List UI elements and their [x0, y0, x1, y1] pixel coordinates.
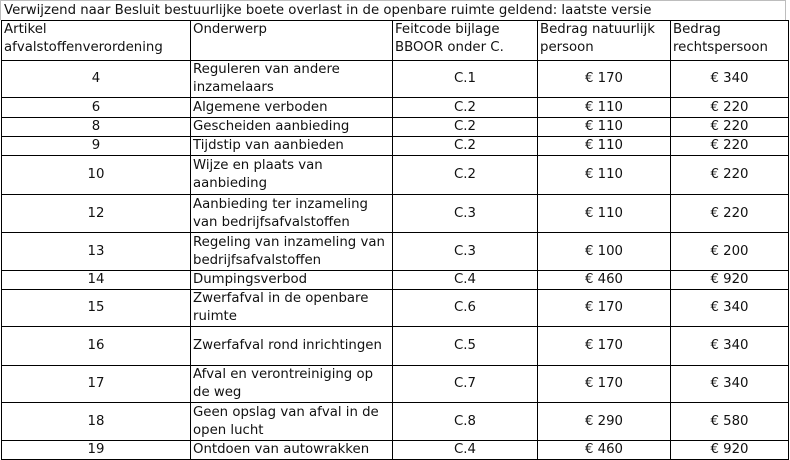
- cell-onderwerp: Tijdstip van aanbieden: [191, 137, 393, 156]
- table-row: [2, 327, 789, 366]
- cell-artikel: 8: [2, 118, 191, 137]
- cell-onderwerp: Gescheiden aanbieding: [191, 118, 393, 137]
- header-bedrag-natuurlijk: Bedrag natuurlijk persoon: [538, 21, 671, 61]
- cell-onderwerp: Dumpingsverbod: [191, 271, 393, 290]
- header-onderwerp: Onderwerp: [191, 21, 393, 61]
- cell-artikel: 4: [2, 61, 191, 98]
- cell-rechts: € 340: [671, 61, 789, 98]
- cell-rechts: € 340: [671, 366, 789, 403]
- table-row: [2, 403, 789, 441]
- cell-onderwerp: Algemene verboden: [191, 98, 393, 118]
- cell-natuurlijk: € 110: [538, 118, 671, 137]
- cell-onderwerp: Aanbieding ter inzameling van bedrijfsafvalstoffen: [191, 195, 393, 233]
- cell-natuurlijk: € 460: [538, 441, 671, 460]
- cell-rechts: € 920: [671, 441, 789, 460]
- cell-natuurlijk: € 110: [538, 98, 671, 118]
- cell-feitcode: C.7: [393, 366, 538, 403]
- table-row: [2, 118, 789, 137]
- cell-rechts: € 580: [671, 403, 789, 441]
- cell-artikel: 19: [2, 441, 191, 460]
- header-row: [2, 21, 789, 61]
- table-row: [2, 233, 789, 271]
- cell-artikel: 18: [2, 403, 191, 441]
- cell-natuurlijk: € 110: [538, 195, 671, 233]
- cell-feitcode: C.1: [393, 61, 538, 98]
- cell-natuurlijk: € 170: [538, 61, 671, 98]
- cell-feitcode: C.5: [393, 327, 538, 366]
- cell-rechts: € 220: [671, 98, 789, 118]
- cell-rechts: € 220: [671, 195, 789, 233]
- cell-feitcode: C.2: [393, 156, 538, 195]
- cell-onderwerp: Afval en verontreiniging op de weg: [191, 366, 393, 403]
- cell-onderwerp: Geen opslag van afval in de open lucht: [191, 403, 393, 441]
- cell-onderwerp: Ontdoen van autowrakken: [191, 441, 393, 460]
- table-row: [2, 156, 789, 195]
- cell-feitcode: C.8: [393, 403, 538, 441]
- cell-rechts: € 920: [671, 271, 789, 290]
- cell-feitcode: C.4: [393, 441, 538, 460]
- cell-rechts: € 200: [671, 233, 789, 271]
- header-artikel: Artikel afvalstoffenverordening: [2, 21, 191, 61]
- cell-natuurlijk: € 110: [538, 137, 671, 156]
- cell-rechts: € 340: [671, 290, 789, 327]
- table-row: [2, 441, 789, 460]
- cell-artikel: 12: [2, 195, 191, 233]
- cell-feitcode: C.3: [393, 233, 538, 271]
- cell-artikel: 15: [2, 290, 191, 327]
- fines-table: [1, 20, 789, 460]
- cell-feitcode: C.6: [393, 290, 538, 327]
- cell-feitcode: C.2: [393, 137, 538, 156]
- cell-rechts: € 340: [671, 327, 789, 366]
- table-row: [2, 271, 789, 290]
- cell-artikel: 13: [2, 233, 191, 271]
- cell-artikel: 16: [2, 327, 191, 366]
- document-title: Verwijzend naar Besluit bestuurlijke boete overlast in de openbare ruimte geldend: laatste versie: [0, 0, 786, 20]
- table-row: [2, 98, 789, 118]
- table-row: [2, 137, 789, 156]
- cell-feitcode: C.3: [393, 195, 538, 233]
- cell-feitcode: C.2: [393, 118, 538, 137]
- table-row: [2, 61, 789, 98]
- cell-artikel: 14: [2, 271, 191, 290]
- cell-natuurlijk: € 170: [538, 327, 671, 366]
- cell-natuurlijk: € 110: [538, 156, 671, 195]
- cell-rechts: € 220: [671, 118, 789, 137]
- cell-natuurlijk: € 170: [538, 366, 671, 403]
- cell-natuurlijk: € 170: [538, 290, 671, 327]
- table-row: [2, 366, 789, 403]
- cell-onderwerp: Regeling van inzameling van bedrijfsafvalstoffen: [191, 233, 393, 271]
- cell-onderwerp: Wijze en plaats van aanbieding: [191, 156, 393, 195]
- table-row: [2, 195, 789, 233]
- cell-artikel: 17: [2, 366, 191, 403]
- cell-rechts: € 220: [671, 156, 789, 195]
- cell-artikel: 6: [2, 98, 191, 118]
- cell-natuurlijk: € 460: [538, 271, 671, 290]
- cell-artikel: 10: [2, 156, 191, 195]
- cell-onderwerp: Zwerfafval in de openbare ruimte: [191, 290, 393, 327]
- cell-onderwerp: Zwerfafval rond inrichtingen: [191, 327, 393, 366]
- cell-rechts: € 220: [671, 137, 789, 156]
- cell-natuurlijk: € 290: [538, 403, 671, 441]
- cell-onderwerp: Reguleren van andere inzamelaars: [191, 61, 393, 98]
- header-bedrag-rechts: Bedrag rechtspersoon: [671, 21, 789, 61]
- cell-feitcode: C.2: [393, 98, 538, 118]
- cell-natuurlijk: € 100: [538, 233, 671, 271]
- header-feitcode: Feitcode bijlage BBOOR onder C.: [393, 21, 538, 61]
- cell-feitcode: C.4: [393, 271, 538, 290]
- cell-artikel: 9: [2, 137, 191, 156]
- table-row: [2, 290, 789, 327]
